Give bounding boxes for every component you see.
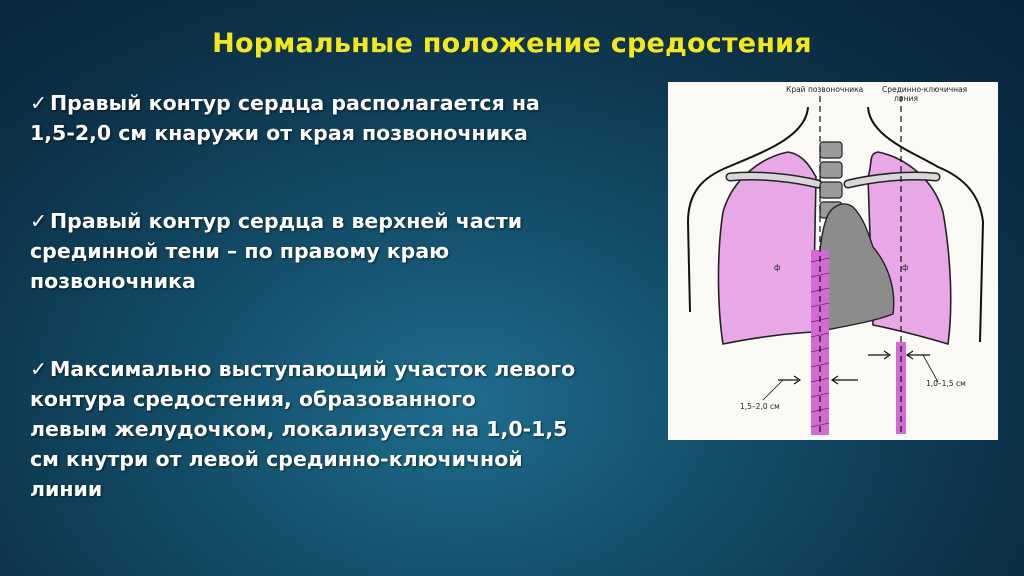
bullet-text-line: левым желудочком, локализуется на 1,0-1,5 bbox=[30, 417, 568, 441]
right-distance-label: 1,0–1,5 см bbox=[926, 379, 966, 388]
bullet-text-line: контура средостения, образованного bbox=[30, 387, 476, 411]
bullet-text-line: см кнутри от левой срединно-ключичной bbox=[30, 447, 523, 471]
mediastinum-diagram bbox=[668, 82, 998, 440]
bullet-text-line: 1,5-2,0 см кнаружи от края позвоночника bbox=[30, 121, 528, 145]
midclavicular-label-2: линия bbox=[894, 94, 918, 103]
bullet-item bbox=[30, 354, 575, 504]
checkmark-icon: ✓ bbox=[30, 91, 48, 115]
midclavicular-label: Срединно-ключичная bbox=[882, 85, 968, 94]
left-distance-label: 1,5–2,0 см bbox=[740, 402, 780, 411]
chest-xray-diagram bbox=[668, 82, 998, 440]
bullet-text-line: Правый контур сердца располагается на bbox=[50, 91, 540, 115]
checkmark-icon: ✓ bbox=[30, 209, 48, 233]
bullet-text-line: линии bbox=[30, 477, 103, 501]
bullet-text-line: Максимально выступающий участок левого bbox=[50, 357, 576, 381]
right-lung-label: ф bbox=[774, 263, 781, 272]
slide-title: Нормальные положение средостения bbox=[212, 28, 812, 59]
spine-edge-label: Край позвоночника bbox=[786, 85, 864, 94]
bullet-text-line: Правый контур сердца в верхней части bbox=[50, 209, 523, 233]
checkmark-icon: ✓ bbox=[30, 357, 48, 381]
bullet-text-line: срединной тени – по правому краю bbox=[30, 239, 450, 263]
left-lung-label: ф bbox=[902, 263, 909, 272]
bullet-item bbox=[30, 206, 522, 296]
bullet-item bbox=[30, 88, 540, 148]
bullet-text-line: позвоночника bbox=[30, 269, 196, 293]
